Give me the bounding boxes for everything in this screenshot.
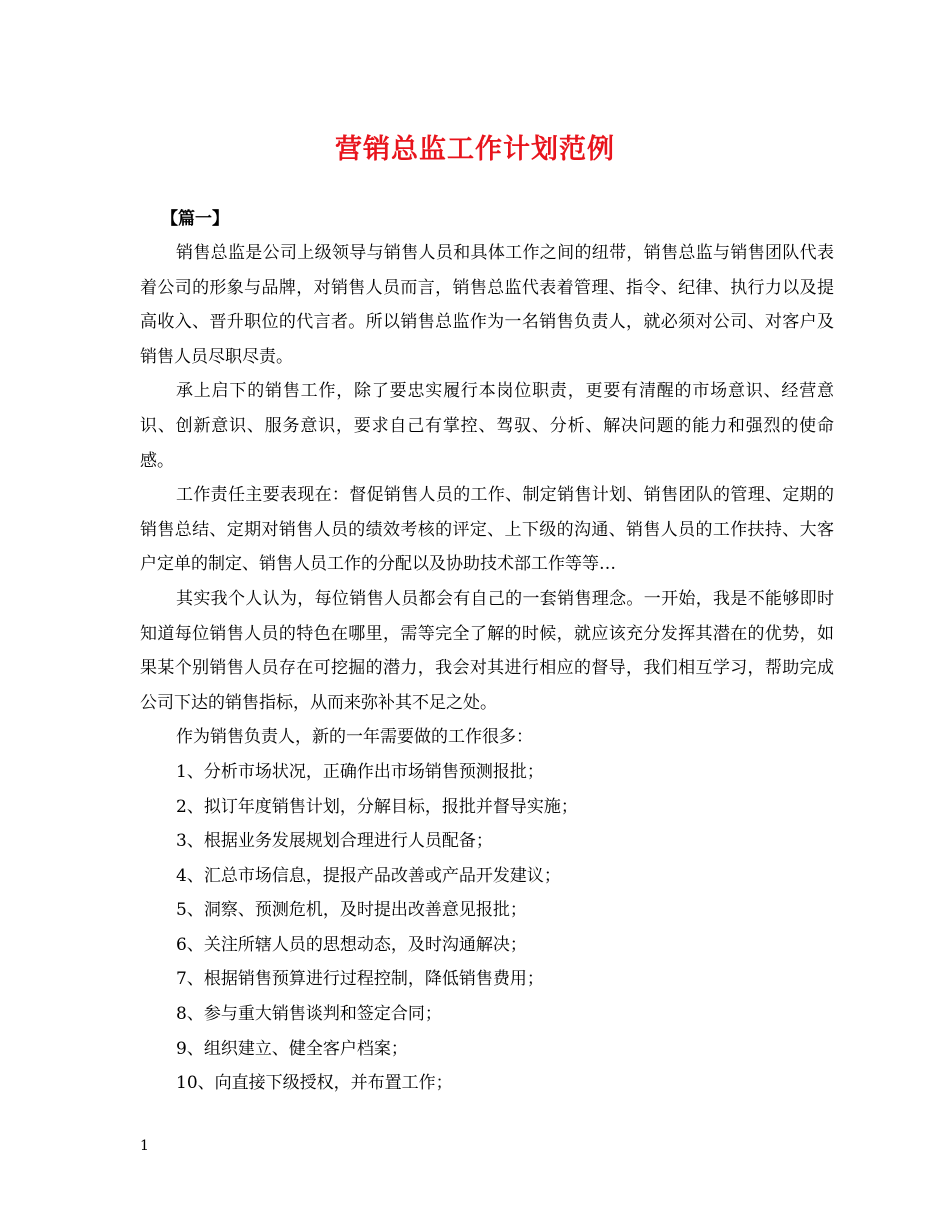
- section-heading: 【篇一】: [161, 209, 229, 229]
- list-item: 5、洞察、预测危机，及时提出改善意见报批；: [176, 900, 527, 921]
- list-item: 3、根据业务发展规划合理进行人员配备；: [176, 831, 493, 852]
- paragraph: 其实我个人认为，每位销售人员都会有自己的一套销售理念。一开始，我是不能够即时知道每位销售人员的特色在哪里，需等完全了解的时候，就应该充分发挥其潜在的优势，如果某个别销售人员存在可挖掘的潜力，我会对其进行相应的督导，我们相互学习，帮助完成公司下达的销售指标，从而来弥补其不足之处。: [140, 588, 834, 713]
- paragraph: 工作责任主要表现在：督促销售人员的工作、制定销售计划、销售团队的管理、定期的销售总结、定期对销售人员的绩效考核的评定、上下级的沟通、销售人员的工作扶持、大客户定单的制定、销售人员工作的分配以及协助技术部工作等等…: [140, 485, 834, 575]
- paragraph: 销售总监是公司上级领导与销售人员和具体工作之间的纽带，销售总监与销售团队代表着公司的形象与品牌，对销售人员而言，销售总监代表着管理、指令、纪律、执行力以及提高收入、晋升职位的代言者。所以销售总监作为一名销售负责人，就必须对公司、对客户及销售人员尽职尽责。: [140, 243, 834, 367]
- list-item: 10、向直接下级授权，并布置工作；: [176, 1073, 453, 1094]
- list-item: 4、汇总市场信息，提报产品改善或产品开发建议；: [176, 865, 561, 886]
- list-item: 6、关注所辖人员的思想动态，及时沟通解决；: [176, 934, 527, 955]
- list-item: 1、分析市场状况，正确作出市场销售预测报批；: [176, 761, 544, 782]
- list-item: 2、拟订年度销售计划，分解目标，报批并督导实施；: [176, 796, 578, 817]
- document-body: [140, 236, 834, 1101]
- list-item: 9、组织建立、健全客户档案；: [176, 1038, 408, 1059]
- list-item: 8、参与重大销售谈判和签定合同；: [176, 1004, 442, 1025]
- list-item: 7、根据销售预算进行过程控制，降低销售费用；: [176, 969, 544, 990]
- document-title: 营销总监工作计划范例: [335, 134, 615, 165]
- paragraph: 作为销售负责人，新的一年需要做的工作很多：: [176, 727, 533, 748]
- paragraph: 承上启下的销售工作，除了要忠实履行本岗位职责，更要有清醒的市场意识、经营意识、创新意识、服务意识，要求自己有掌控、驾驭、分析、解决问题的能力和强烈的使命感。: [140, 381, 834, 471]
- page-number: 1: [140, 1138, 149, 1154]
